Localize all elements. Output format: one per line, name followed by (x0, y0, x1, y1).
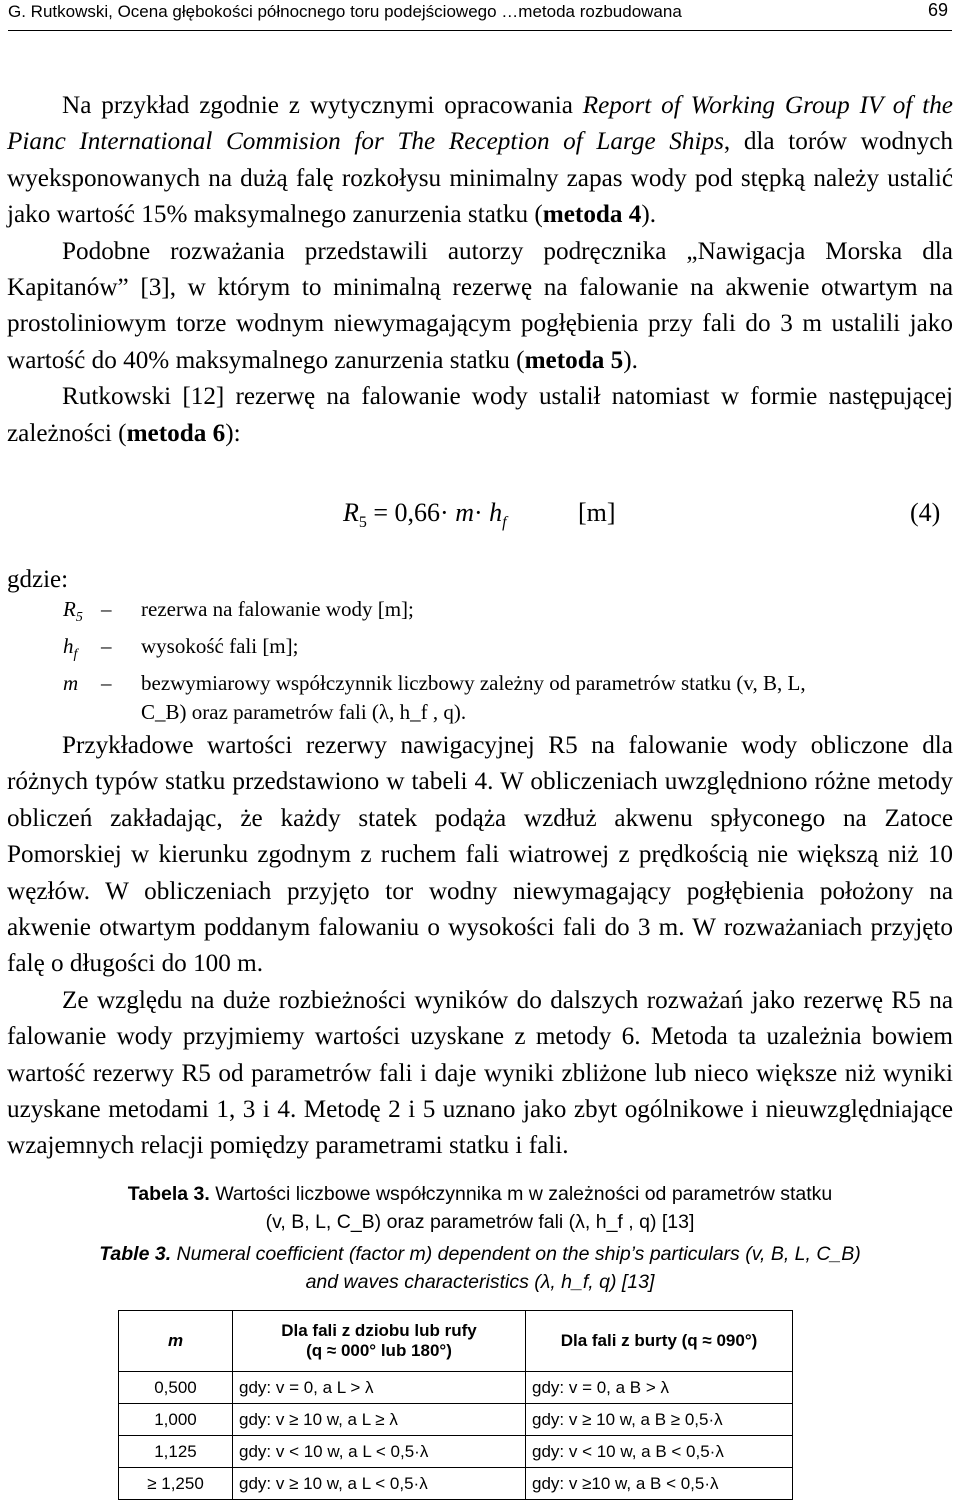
cell-m: 1,000 (119, 1404, 233, 1436)
table-caption-polish (0, 1180, 960, 1236)
p1-method-label: metoda 4 (542, 201, 642, 229)
cell-beam: gdy: v ≥10 w, a B < 0,5·λ (526, 1468, 793, 1500)
body-text-bottom (7, 728, 953, 1165)
header-bow-stern-line-1: Dla fali z dziobu lub rufy (281, 1321, 477, 1340)
p2-text-3: ). (623, 346, 638, 374)
cell-bow-stern: gdy: v ≥ 10 w, a L < 0,5·λ (233, 1468, 526, 1500)
table-header-row (119, 1311, 793, 1372)
paragraph-3 (7, 379, 953, 452)
formula-r-subscript: 5 (358, 514, 367, 531)
header-m-text: m (167, 1331, 184, 1350)
def-symbol: R (63, 597, 76, 621)
p3-text-3: ): (225, 419, 241, 447)
def-subscript: 5 (75, 610, 83, 626)
p2-text-1: Podobne rozważania przedstawili autorzy podręcznika „Nawigacja Morska dla Kapitanów” [3], w którym to minimalną rezerwę na falowanie na akwenie otwartym na prostoliniowym torze wodnym niewymagającym pogłębienia przy fali do 3 m ustalili jako wartość do 40% maksymalnego zanurzenia statku ( (7, 237, 953, 374)
table-row (119, 1468, 793, 1500)
def-text-continuation: C_B) oraz parametrów fali (λ, h_f , q). (141, 700, 467, 725)
formula-r-symbol: R (343, 498, 359, 527)
caption-pl-line-1 (0, 1180, 960, 1208)
header-bow-stern-line-2: (q ≈ 000° lub 180°) (306, 1341, 452, 1360)
page-number: 69 (927, 0, 948, 20)
table-caption-english (0, 1240, 960, 1296)
p1-report-title: Report of Working Group IV of the Pianc International Commision for The Reception of Large Ships (7, 92, 953, 156)
caption-en-line-1 (0, 1240, 960, 1268)
p1-text-3: , dla torów wodnych wyeksponowanych na dużą falę rozkołysu minimalny zapas wody pod stępką należy ustalić jako wartość 15% maksymalnego zanurzenia statku ( (7, 128, 953, 229)
def-text: wysokość fali [m]; (141, 634, 299, 659)
paragraph-4: Przykładowe wartości rezerwy nawigacyjnej R5 na falowanie wody obliczone dla różnych typów statku przedstawiono w tabeli 4. W obliczeniach uwzględniono różne metody obliczeń zakładając, że każdy statek podąża wzdłuż akwenu spłyconego na Zatoce Pomorskiej w kierunku zgodnym z ruchem fali wiatrowej z prędkością nie większą niż 10 węzłów. W obliczeniach przyjęto tor wodny niewymagający pogłębienia położony na akwenie otwartym poddanym falowaniu o wysokości fali do 3 m. W rozważaniach przyjęto falę o długości do 100 m. (7, 732, 953, 978)
running-header-title: G. Rutkowski, Ocena głębokości północnego toru podejściowego …metoda rozbudowana (8, 2, 682, 21)
formula-h-subscript: f (502, 514, 507, 531)
def-text: bezwymiarowy współczynnik liczbowy zależny od parametrów statku (v, B, L, (141, 671, 806, 696)
def-symbol: m (63, 671, 79, 696)
formula-number: (4) (910, 498, 941, 527)
def-subscript: f (73, 647, 78, 663)
header-m (119, 1311, 233, 1372)
table-row (119, 1404, 793, 1436)
caption-pl-text-2: (v, B, L, C_B) oraz parametrów fali (λ, h_f , q) [13] (265, 1211, 695, 1233)
running-header (8, 0, 952, 31)
paragraph-5: Ze względu na duże rozbieżności wyników do dalszych rozważań jako rezerwę R5 na falowanie wody przyjmiemy wartości uzyskane z metody 6. Metoda ta uzależnia bowiem wartość rezerwy R5 od parametrów fali i daje wyniki zbliżone lub nieco większe niż wyniki uzyskane metodami 1, 3 i 4. Metodę 2 i 5 uznano jako zbyt ogólnikowe i nieuwzględniające wzajemnych relacji pomiędzy parametrami statku i fali. (7, 986, 953, 1160)
definition-m-continuation (63, 698, 953, 727)
cell-beam: gdy: v = 0, a B > λ (526, 1372, 793, 1404)
cell-m: 1,125 (119, 1436, 233, 1468)
table-row (119, 1436, 793, 1468)
cell-bow-stern: gdy: v = 0, a L > λ (233, 1372, 526, 1404)
coefficient-table (118, 1310, 793, 1500)
def-dash: – (101, 634, 112, 659)
cell-m: ≥ 1,250 (119, 1468, 233, 1500)
def-symbol: h (63, 634, 74, 659)
caption-en-text-1: Numeral coefficient (factor m) dependent on the ship’s particulars (v, B, L, C_B) (171, 1243, 861, 1265)
p3-text-1: Rutkowski [12] rezerwę na falowanie wody ustalił natomiast w formie następującej zależności ( (7, 383, 953, 447)
body-text-top (7, 88, 953, 452)
header-beam: Dla fali z burty (q ≈ 090°) (526, 1311, 793, 1372)
formula-dot: · (474, 498, 490, 527)
definition-r5 (63, 595, 953, 632)
p2-method-label: metoda 5 (524, 346, 624, 374)
cell-beam: gdy: v < 10 w, a B < 0,5·λ (526, 1436, 793, 1468)
cell-m: 0,500 (119, 1372, 233, 1404)
cell-bow-stern: gdy: v ≥ 10 w, a L ≥ λ (233, 1404, 526, 1436)
def-text: rezerwa na falowanie wody [m]; (141, 597, 414, 621)
cell-bow-stern: gdy: v < 10 w, a L < 0,5·λ (233, 1436, 526, 1468)
caption-en-text-2: and waves characteristics (λ, h_f, q) [13] (305, 1271, 655, 1293)
where-label: gdzie: (7, 566, 69, 593)
caption-pl-label: Tabela 3. (127, 1183, 210, 1205)
paragraph-2 (7, 234, 953, 380)
formula-unit: [m] (578, 498, 616, 527)
definition-m (63, 669, 953, 698)
paragraph-1 (7, 88, 953, 234)
p3-method-label: metoda 6 (126, 419, 226, 447)
definition-hf (63, 632, 953, 669)
p1-text-5: ). (641, 201, 657, 229)
formula-r5 (343, 498, 507, 532)
cell-beam: gdy: v ≥ 10 w, a B ≥ 0,5·λ (526, 1404, 793, 1436)
def-dash: – (101, 597, 112, 621)
p1-text-1: Na przykład zgodnie z wytycznymi opracowania (62, 92, 583, 119)
formula-m-symbol: m (455, 498, 474, 527)
def-dash: – (101, 671, 112, 696)
header-bow-stern (233, 1311, 526, 1372)
formula-h-symbol: h (489, 498, 503, 527)
formula-equals-coefficient: = 0,66· (373, 498, 456, 527)
table-row (119, 1372, 793, 1404)
caption-en-label: Table 3. (99, 1243, 172, 1265)
caption-pl-text-1: Wartości liczbowe współczynnika m w zależności od parametrów statku (209, 1183, 833, 1205)
definitions-list (63, 595, 953, 727)
